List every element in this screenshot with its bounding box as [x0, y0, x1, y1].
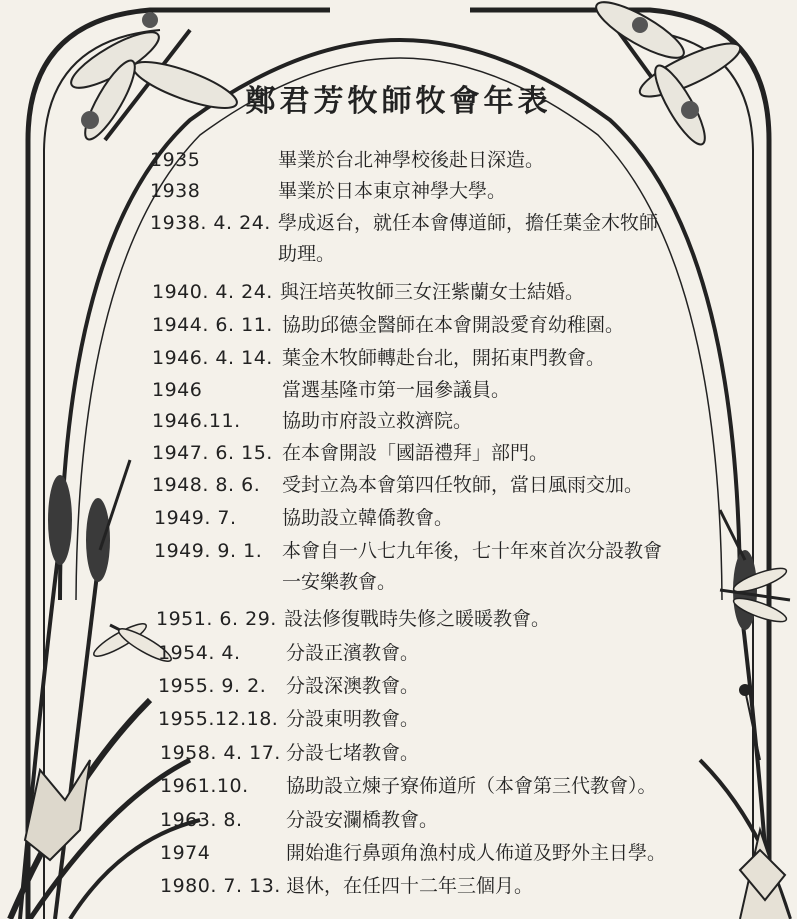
- entry-date: 1955. 9. 2.: [158, 675, 267, 697]
- entry-description-line: 與汪培英牧師三女汪紫蘭女士結婚。: [280, 281, 585, 303]
- entry-description: [282, 470, 643, 501]
- entry-description-line: 一安樂教會。: [282, 571, 397, 593]
- entry-description-line: 分設東明教會。: [286, 708, 420, 730]
- entry-date: 1980. 7. 13.: [160, 875, 281, 897]
- entry-description: [286, 771, 657, 802]
- entry-date: 1946. 4. 14.: [152, 347, 273, 369]
- entry-description-line: 當選基隆市第一屆參議員。: [282, 379, 511, 401]
- entry-description-line: 分設正濱教會。: [286, 642, 420, 664]
- entry-description: [282, 343, 605, 374]
- entry-date: 1948. 8. 6.: [152, 474, 261, 496]
- entry-description-line: 畢業於日本東京神學大學。: [278, 180, 507, 202]
- entry-description: [278, 208, 658, 270]
- entry-description-line: 分設深澳教會。: [286, 675, 420, 697]
- entry-date: 1949. 7.: [154, 507, 237, 529]
- entry-description: [280, 277, 584, 308]
- entry-description-line: 協助邱德金醫師在本會開設愛育幼稚園。: [282, 314, 625, 336]
- entry-description: [286, 671, 419, 702]
- entry-description-line: 分設安瀾橋教會。: [286, 809, 439, 831]
- entry-description-line: 學成返台，就任本會傳道師，擔任葉金木牧師: [278, 212, 659, 234]
- entry-date: 1974: [160, 842, 211, 864]
- entry-description: [282, 503, 453, 534]
- page-title: 鄭君芳牧師牧會年表: [245, 84, 552, 119]
- entry-description: [282, 406, 472, 437]
- entry-description-line: 在本會開設「國語禮拜」部門。: [282, 442, 549, 464]
- entry-date: 1958. 4. 17.: [160, 742, 281, 764]
- entry-date: 1963. 8.: [160, 809, 243, 831]
- entry-date: 1949. 9. 1.: [154, 540, 263, 562]
- entry-date: 1938. 4. 24.: [150, 212, 271, 234]
- entry-description-line: 退休，在任四十二年三個月。: [286, 875, 534, 897]
- entry-description: [278, 145, 544, 176]
- entry-description: [286, 704, 419, 735]
- entry-description: [282, 375, 510, 406]
- entry-date: 1938: [150, 180, 201, 202]
- entry-date: 1954. 4.: [158, 642, 241, 664]
- entry-description-line: 設法修復戰時失修之暖暖教會。: [284, 608, 551, 630]
- entry-description: [286, 638, 419, 669]
- entry-date: 1946: [152, 379, 203, 401]
- entry-date: 1947. 6. 15.: [152, 442, 273, 464]
- entry-description-line: 葉金木牧師轉赴台北，開拓東門教會。: [282, 347, 606, 369]
- entry-date: 1935: [150, 149, 201, 171]
- entry-description-line: 本會自一八七九年後，七十年來首次分設教會: [282, 540, 663, 562]
- entry-date: 1944. 6. 11.: [152, 314, 273, 336]
- entry-date: 1946.11.: [152, 410, 241, 432]
- entry-description-line: 開始進行鼻頭角漁村成人佈道及野外主日學。: [286, 842, 667, 864]
- entry-description: [282, 536, 662, 598]
- entry-date: 1955.12.18.: [158, 708, 279, 730]
- entry-description: [278, 176, 506, 207]
- entry-description: [284, 604, 550, 635]
- entry-description: [286, 871, 533, 902]
- entry-date: 1961.10.: [160, 775, 249, 797]
- entry-description: [282, 438, 548, 469]
- entry-description: [286, 805, 438, 836]
- entry-description-line: 助理。: [278, 243, 336, 265]
- entry-description-line: 協助設立煉子寮佈道所（本會第三代教會）。: [286, 775, 657, 797]
- entry-description-line: 畢業於台北神學校後赴日深造。: [278, 149, 545, 171]
- entry-date: 1940. 4. 24.: [152, 281, 273, 303]
- entry-description-line: 協助市府設立救濟院。: [282, 410, 473, 432]
- entry-description: [286, 838, 666, 869]
- entry-description-line: 協助設立韓僑教會。: [282, 507, 454, 529]
- entry-date: 1951. 6. 29.: [156, 608, 277, 630]
- entry-description-line: 分設七堵教會。: [286, 742, 420, 764]
- entry-description-line: 受封立為本會第四任牧師，當日風雨交加。: [282, 474, 644, 496]
- entry-description: [286, 738, 419, 769]
- entry-description: [282, 310, 624, 341]
